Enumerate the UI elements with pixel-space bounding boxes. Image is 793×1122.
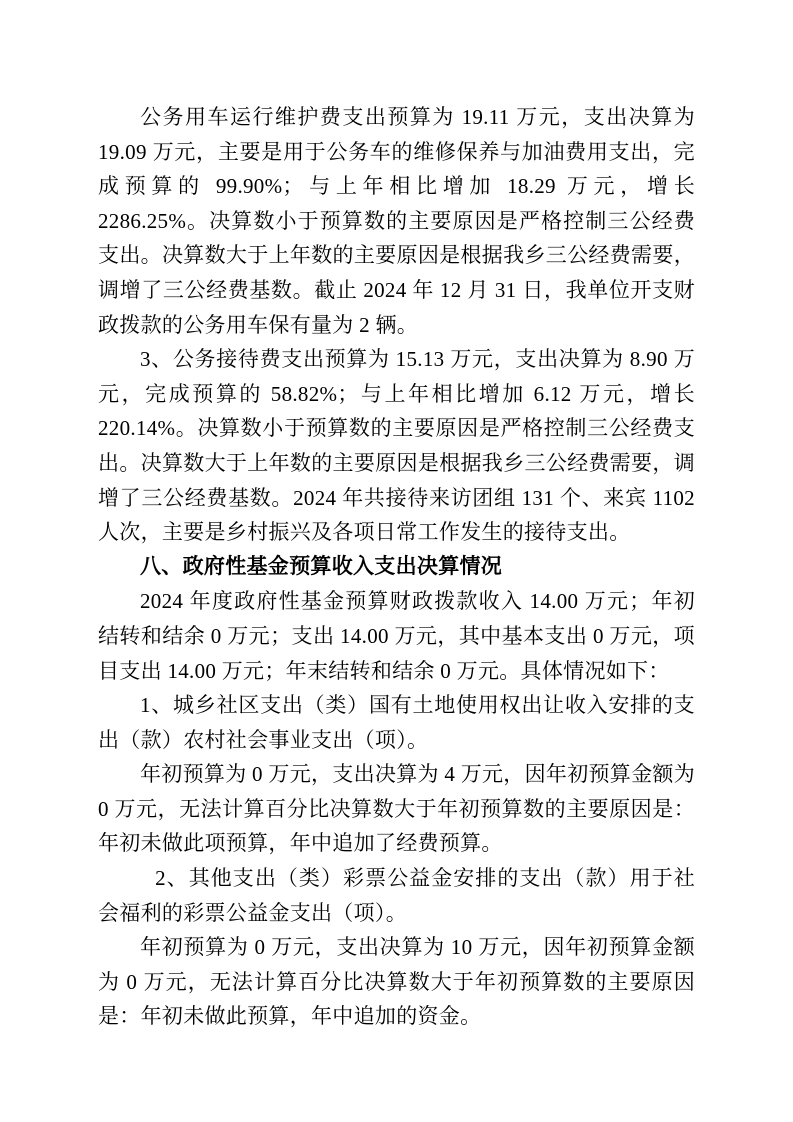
paragraph-item2-lottery-welfare-title: 2、其他支出（类）彩票公益金安排的支出（款）用于社会福利的彩票公益金支出（项）。 xyxy=(98,866,695,925)
paragraph-gov-fund-overview: 2024 年度政府性基金预算财政拨款收入 14.00 万元；年初结转和结余 0 万元；支出 14.00 万元，其中基本支出 0 万元，项目支出 14.00 万元；年末结转和结余 0 万元。具体情况如下： xyxy=(98,589,695,683)
section-heading-gov-fund-budget: 八、政府性基金预算收入支出决算情况 xyxy=(140,554,503,578)
paragraph-item2-detail: 年初预算为 0 万元，支出决算为 10 万元，因年初预算金额为 0 万元，无法计算百分比决算数大于年初预算数的主要原因是：年初未做此预算，年中追加的资金。 xyxy=(98,935,695,1029)
paragraph-item1-urban-rural-community-title: 1、城乡社区支出（类）国有土地使用权出让收入安排的支出（款）农村社会事业支出（项）。 xyxy=(98,693,695,752)
document-content xyxy=(98,100,695,1034)
paragraph-official-reception-expense: 3、公务接待费支出预算为 15.13 万元，支出决算为 8.90 万元，完成预算的 58.82%；与上年相比增加 6.12 万元，增长 220.14%。决算数小于预算数的主要原因是严格控制三公经费支出。决算数大于上年数的主要原因是根据我乡三公经费需要，调增了三公经费基数。2024 年共接待来访团组 131 个、来宾 1102 人次，主要是乡村振兴及各项日常工作发生的接待支出。 xyxy=(98,347,695,545)
paragraph-item1-detail: 年初预算为 0 万元，支出决算为 4 万元，因年初预算金额为 0 万元，无法计算百分比决算数大于年初预算数的主要原因是：年初未做此项预算，年中追加了经费预算。 xyxy=(98,762,695,856)
paragraph-vehicle-operation-maintenance: 公务用车运行维护费支出预算为 19.11 万元，支出决算为 19.09 万元，主要是用于公务车的维修保养与加油费用支出，完成预算的 99.90%；与上年相比增加 18.29 万元，增长 2286.25%。决算数小于预算数的主要原因是严格控制三公经费支出。决算数大于上年数的主要原因是根据我乡三公经费需要，调增了三公经费基数。截止 2024 年 12 月 31 日，我单位开支财政拨款的公务用车保有量为 2 辆。 xyxy=(98,105,695,337)
